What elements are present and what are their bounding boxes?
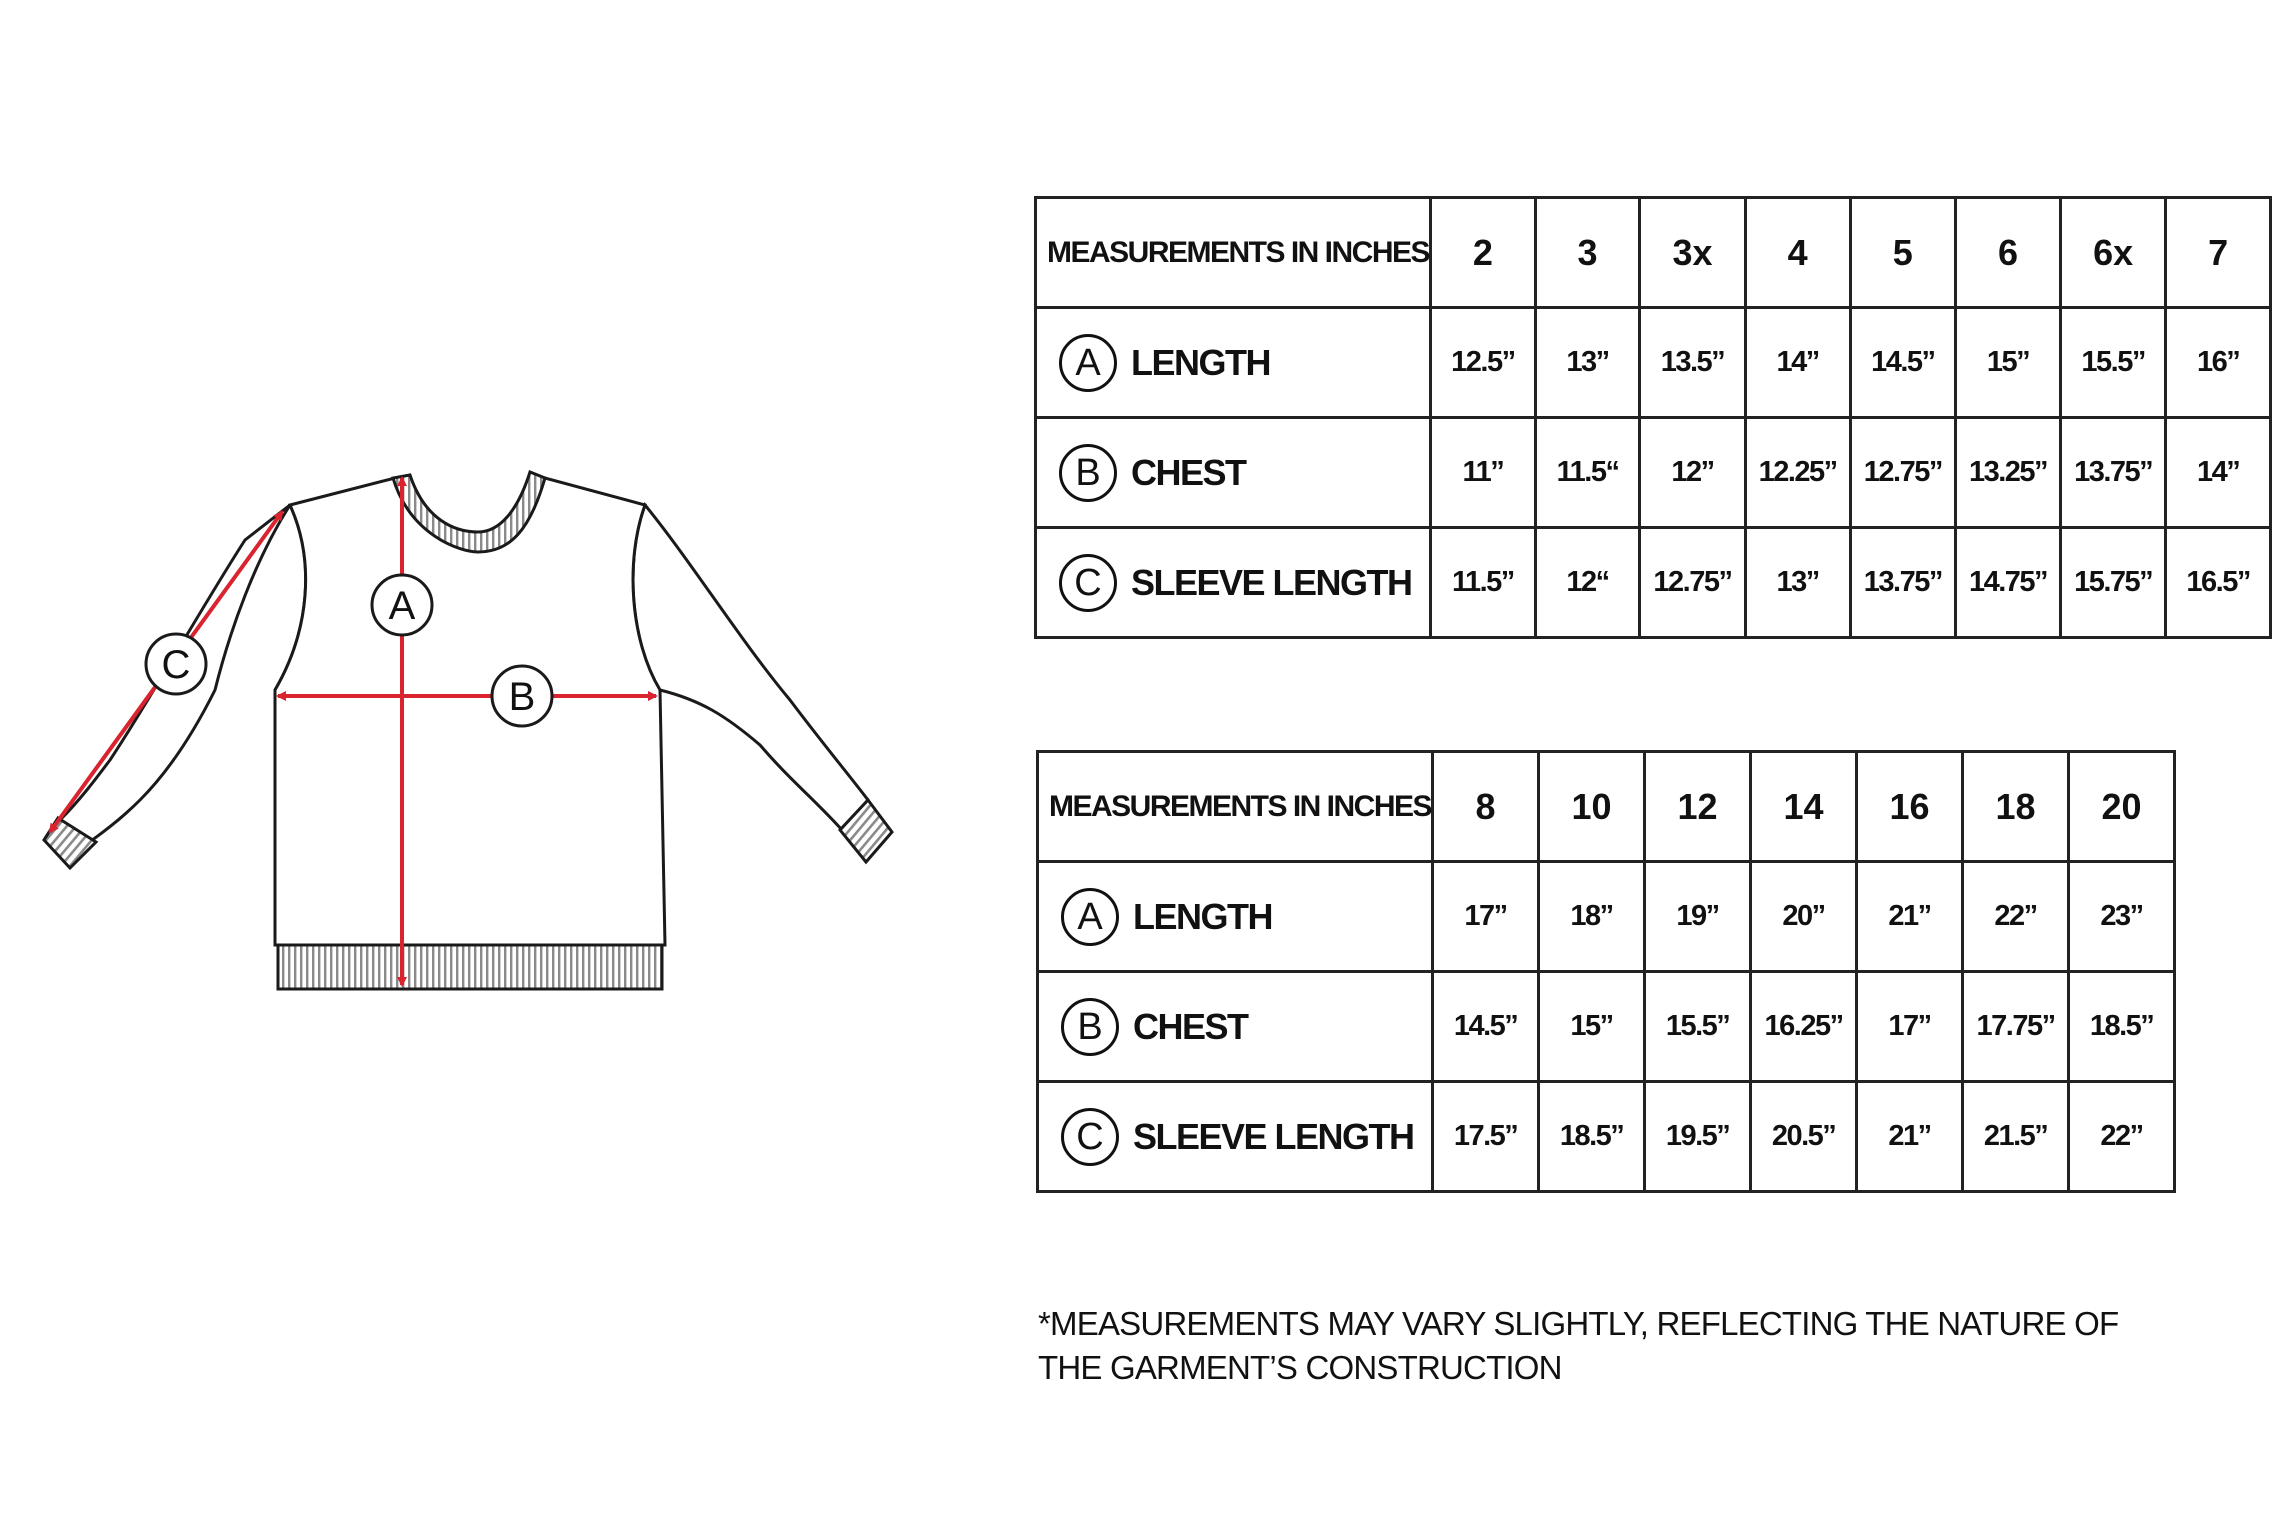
- value-cell: 13.75”: [2061, 418, 2166, 528]
- value-cell: 13”: [1535, 308, 1640, 418]
- size-table-large: [1036, 750, 2176, 1193]
- value-cell: 13.75”: [1850, 528, 1955, 638]
- value-cell: 14.5”: [1433, 972, 1539, 1082]
- label-b-badge: [492, 666, 552, 726]
- table-row: [1038, 972, 2175, 1082]
- row-label-chest: [1038, 972, 1433, 1082]
- letter-badge: B: [1059, 444, 1117, 502]
- waist-rib: [278, 945, 662, 989]
- value-cell: 22”: [1963, 862, 2069, 972]
- value-cell: 17.75”: [1963, 972, 2069, 1082]
- letter-badge: A: [1059, 334, 1117, 392]
- size-header: 7: [2166, 198, 2271, 308]
- value-cell: 13”: [1745, 528, 1850, 638]
- value-cell: 15”: [1539, 972, 1645, 1082]
- value-cell: 14”: [2166, 418, 2271, 528]
- size-header: 12: [1645, 752, 1751, 862]
- table-row: [1036, 308, 2271, 418]
- table-row: [1038, 1082, 2175, 1192]
- table-header-row: [1038, 752, 2175, 862]
- value-cell: 13.5”: [1640, 308, 1745, 418]
- value-cell: 12”: [1640, 418, 1745, 528]
- size-header: 2: [1431, 198, 1536, 308]
- value-cell: 23”: [2069, 862, 2175, 972]
- measurement-disclaimer: *MEASUREMENTS MAY VARY SLIGHTLY, REFLECTING THE NATURE OF THE GARMENT’S CONSTRUCTION: [1038, 1305, 2119, 1386]
- value-cell: 11.5“: [1535, 418, 1640, 528]
- size-table-small: [1034, 196, 2272, 639]
- size-header: 6x: [2061, 198, 2166, 308]
- row-label-text: LENGTH: [1133, 895, 1272, 937]
- value-cell: 12“: [1535, 528, 1640, 638]
- value-cell: 19.5”: [1645, 1082, 1751, 1192]
- value-cell: 21.5”: [1963, 1082, 2069, 1192]
- table-header-label: MEASUREMENTS IN INCHES: [1036, 198, 1431, 308]
- value-cell: 15.75”: [2061, 528, 2166, 638]
- table-header-row: [1036, 198, 2271, 308]
- row-label-text: CHEST: [1133, 1005, 1248, 1047]
- value-cell: 14”: [1745, 308, 1850, 418]
- row-label-text: LENGTH: [1131, 341, 1270, 383]
- value-cell: 11”: [1431, 418, 1536, 528]
- size-header: 20: [2069, 752, 2175, 862]
- value-cell: 14.5”: [1850, 308, 1955, 418]
- size-header: 4: [1745, 198, 1850, 308]
- letter-badge: A: [1061, 888, 1119, 946]
- row-label-chest: [1036, 418, 1431, 528]
- value-cell: 16”: [2166, 308, 2271, 418]
- value-cell: 21”: [1857, 862, 1963, 972]
- letter-badge: C: [1059, 554, 1117, 612]
- label-a-badge: [372, 575, 432, 635]
- value-cell: 14.75”: [1955, 528, 2060, 638]
- value-cell: 13.25”: [1955, 418, 2060, 528]
- value-cell: 22”: [2069, 1082, 2175, 1192]
- size-header: 10: [1539, 752, 1645, 862]
- table-row: [1036, 418, 2271, 528]
- sweater-diagram: [0, 0, 1000, 1540]
- table-header-label: MEASUREMENTS IN INCHES: [1038, 752, 1433, 862]
- label-a: A: [388, 584, 416, 628]
- value-cell: 18.5”: [2069, 972, 2175, 1082]
- right-sleeve: [633, 505, 868, 830]
- value-cell: 20.5”: [1751, 1082, 1857, 1192]
- value-cell: 16.5”: [2166, 528, 2271, 638]
- value-cell: 12.75”: [1640, 528, 1745, 638]
- size-header: 3x: [1640, 198, 1745, 308]
- size-header: 6: [1955, 198, 2060, 308]
- value-cell: 15”: [1955, 308, 2060, 418]
- row-label-text: SLEEVE LENGTH: [1131, 561, 1412, 603]
- row-label-length: [1036, 308, 1431, 418]
- size-header: 14: [1751, 752, 1857, 862]
- size-header: 16: [1857, 752, 1963, 862]
- row-label-text: CHEST: [1131, 451, 1246, 493]
- row-label-text: SLEEVE LENGTH: [1133, 1115, 1414, 1157]
- value-cell: 19”: [1645, 862, 1751, 972]
- value-cell: 21”: [1857, 1082, 1963, 1192]
- value-cell: 12.25”: [1745, 418, 1850, 528]
- value-cell: 16.25”: [1751, 972, 1857, 1082]
- size-header: 18: [1963, 752, 2069, 862]
- table-row: [1038, 862, 2175, 972]
- value-cell: 18”: [1539, 862, 1645, 972]
- size-header: 8: [1433, 752, 1539, 862]
- label-c-badge: [146, 634, 206, 694]
- table-row: [1036, 528, 2271, 638]
- value-cell: 11.5”: [1431, 528, 1536, 638]
- value-cell: 20”: [1751, 862, 1857, 972]
- value-cell: 15.5”: [1645, 972, 1751, 1082]
- value-cell: 17”: [1433, 862, 1539, 972]
- row-label-sleeve: [1038, 1082, 1433, 1192]
- size-header: 3: [1535, 198, 1640, 308]
- value-cell: 18.5”: [1539, 1082, 1645, 1192]
- row-label-sleeve: [1036, 528, 1431, 638]
- label-b: B: [508, 675, 536, 719]
- value-cell: 17.5”: [1433, 1082, 1539, 1192]
- letter-badge: C: [1061, 1108, 1119, 1166]
- letter-badge: B: [1061, 998, 1119, 1056]
- value-cell: 15.5”: [2061, 308, 2166, 418]
- label-c: C: [161, 643, 191, 687]
- value-cell: 12.5”: [1431, 308, 1536, 418]
- value-cell: 17”: [1857, 972, 1963, 1082]
- value-cell: 12.75”: [1850, 418, 1955, 528]
- row-label-length: [1038, 862, 1433, 972]
- size-header: 5: [1850, 198, 1955, 308]
